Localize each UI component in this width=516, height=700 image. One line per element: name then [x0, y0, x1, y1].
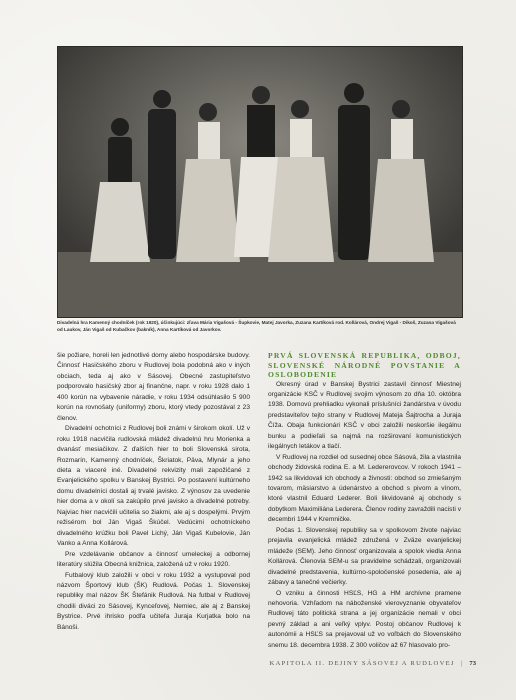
paragraph: šie požiare, horeli len jednotlivé domy alebo hospodárske budovy. Činnosť Hasičského zboru v Rudlovej bola podobná ako v iných obciach, teda aj ako v Sásovej. Obecné zastupiteľstvo podporovalo hasičský zbor aj finančne, napr. v roku 1928 dalo 1 400 korún na vybavenie náradie, v roku 1934 odsúhlasilo 5 900 korún na rovnošaty (uniformy) zboru, ktorý vtedy pozostával z 23 členov.	[57, 352, 250, 422]
historical-group-photo	[57, 46, 463, 318]
footer-separator: |	[460, 660, 464, 667]
right-text-column	[268, 351, 461, 651]
paragraph: Divadelní ochotníci z Rudlovej boli známi v širokom okolí. Už v roku 1918 nacvičila rudlovská mládež divadelnú hru Morienka a dvanásť mesiačikov. Z ďalších hier to boli Slovenská sirota, Rozmarín, Kamenný chodníček, Škriatok, Päva, Mlynár a jeho dietа a viaceré iné. Divadelné rekvizity mali zapožičané z Evanjelického spolku v Banskej Bystrici. Po postavení kultúrneho domu divadelníci dostali aj trvalé javisko. Z výnosov za uvedenie hier doma a v okolí sa zakúpilo prvé javisko a divadelné potreby. Najviac hier nacvičili učitelia so žiakmi, ale aj s dospelými. Prvým režisérom bol Ján Vigaš Škúčel. Vedúcimi ochotníckeho divadelného krúžku boli Pavel Lichý, Ján Vigaš Kubelovie, Ján Vanko a Anna Kollárová.	[57, 425, 250, 548]
paragraph: Okresný úrad v Banskej Bystrici zastavil činnosť Miestnej organizácie KSČ v Rudlovej svojim výnosom zo dňa 10. októbra 1938. Domovú prehliadku vykonali príslušníci žandárstva v úvodu predstaviteľov tejto strany v Rudlovej Mateja Šajtrocha a Juraja Číža. Obaja funkcionári KSČ v obci založili neskoršie ilegálnu bunku a podieľali sa najmä na rozširovaní komunistických ilegálnych letákov a tlačí.	[268, 380, 461, 451]
paragraph: Počas 1. Slovenskej republiky sa v spolkovom živote najviac prejavila evanjelická mládež združená v Zväze evanjelickej mládeže (SEM). Jeho činnosť organizovala a spolok viedla Anna Kollárová. Členovia SEM-u sa pravidelne schádzali, organizovali divadelné predstavenia, kultúrno-spoločenské posedenia, ale aj zábavy a tanečné večierky.	[268, 526, 461, 587]
footer-chapter: KAPITOLA II.	[269, 660, 326, 667]
paragraph: V Rudlovej na rozdiel od susednej obce Sásová, žila a vlastnila obchody židovská rodina E. a M. Ledererovcov. V rokoch 1941 – 1942 sa likvidovali ich obchody a živnosti: obchod so zmiešaným tovarom, mäsiarstvo a údenárstvo a obchod s pivom a vínom, ktoré vlastnil Eduard Lederer. Boli likvidované aj obchody s dobytkom Maximiliána Lederera. Členov rodiny zavraždili nacisti v decembri 1944 v Kremničke.	[268, 453, 461, 524]
photo-illustration	[58, 47, 462, 317]
photo-caption: Divadelná hra Kamenný chodníček (rok 1920), účinkujúci: zľava Mária Vigašová - Šupkovie, Matej Javorka, Zuzana Kartíková rod. Kollárová, Ondrej Vigaš - Dikoš, Zuzana Vigašová od Laukov, Ján Vigaš od Kubačkov (bakník), Anna Kartíková od Javorkov.	[57, 320, 456, 332]
footer-title: DEJINY SÁSOVEJ A RUDLOVEJ	[328, 660, 455, 667]
left-text-column	[57, 351, 250, 633]
paragraph: O vzniku a činnosti HSĽS, HG a HM archívne pramene nehovoria. Vzhľadom na náboženské vierovyznanie obyvateľov Rudlovej táto politická strana a jej organizácie nemali v obci pevný základ a ani veľký vplyv. Postoj občanov Rudlovej k autonómii a HSĽS sa prejavoval už vo voľbách do Slovenského snemu 18. decembra 1938. Z 300 voličov až 67 hlasovalo pro-	[268, 589, 461, 649]
paragraph: Futbalový klub založili v obci v roku 1932 a vystupoval pod názvom Športový klub (ŠK) Rudlová. Počas 1. Slovenskej republiky mal názov ŠK Štefánik Rudlová. Na futbal v Rudlovej chodili diváci zo Sásovej, Kynceľovej, Nemiec, ale aj z Banskej Bystrice. Prvé ihrisko podľa učiteľa Juraja Kurjatka bolo na Bánoši.	[57, 571, 250, 631]
page-footer	[270, 660, 476, 667]
section-heading: PRVÁ SLOVENSKÁ REPUBLIKA, ODBOJ, SLOVENSKÉ NÁRODNÉ POVSTANIE A OSLOBODENIE	[268, 351, 461, 379]
page-number: 73	[469, 660, 476, 667]
paragraph: Pre vzdelávanie občanov a činnosť umeleckej a odbornej literatúry slúžila Obecná knižnica, založená už v roku 1920.	[57, 550, 250, 569]
